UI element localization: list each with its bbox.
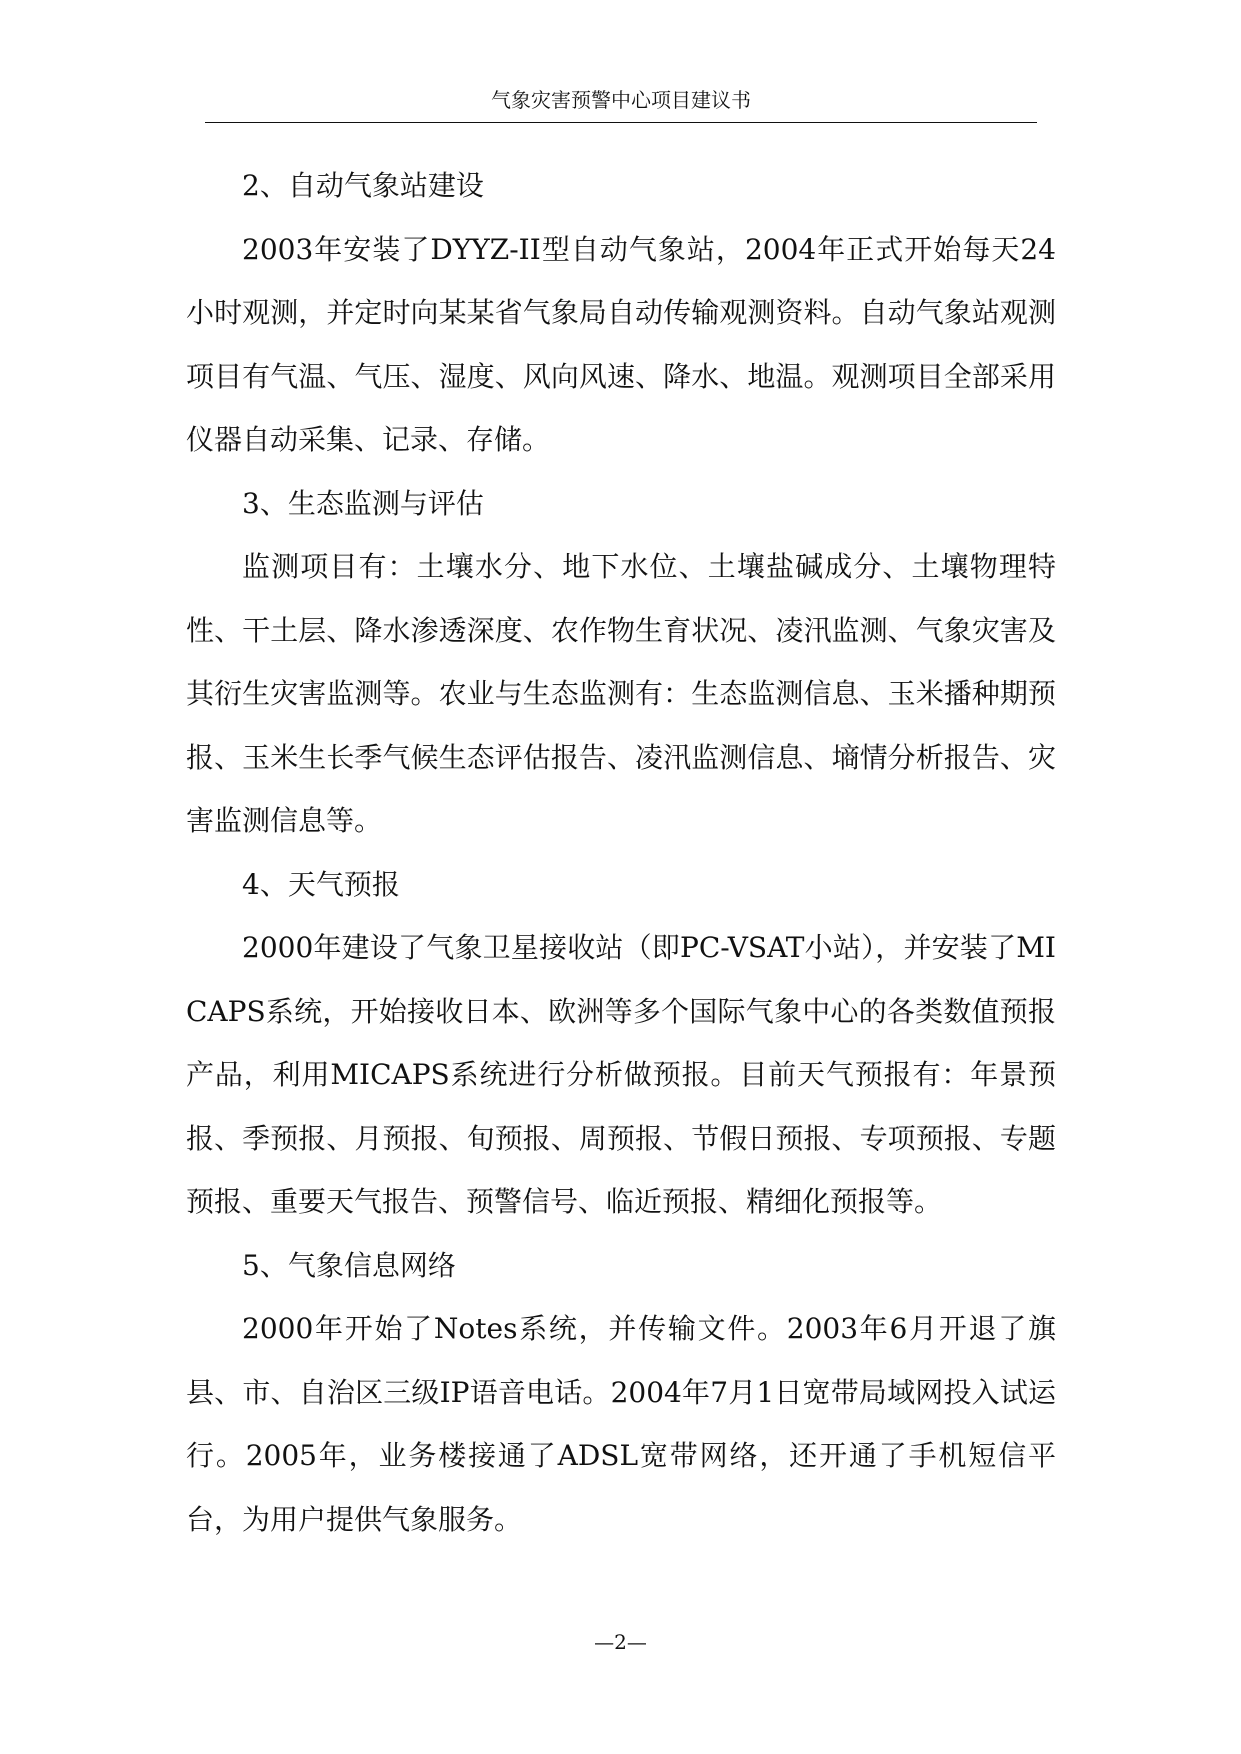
page-header <box>205 84 1037 123</box>
document-body <box>186 154 1056 1551</box>
section-paragraph-ecological-monitoring: 监测项目有：土壤水分、地下水位、土壤盐碱成分、土壤物理特性、干土层、降水渗透深度、农作物生育状况、凌汛监测、气象灾害及其衍生灾害监测等。农业与生态监测有：生态监测信息、玉米播种期预报、玉米生长季气候生态评估报告、凌汛监测信息、墒情分析报告、灾害监测信息等。 <box>186 550 1056 837</box>
header-title: 气象灾害预警中心项目建议书 <box>491 88 751 112</box>
section-paragraph-automatic-weather-station: 2003年安装了DYYZ-II型自动气象站，2004年正式开始每天24小时观测，并定时向某某省气象局自动传输观测资料。自动气象站观测项目有气温、气压、湿度、风向风速、降水、地温。观测项目全部采用仪器自动采集、记录、存储。 <box>186 232 1056 456</box>
section-heading-weather-forecast: 4、天气预报 <box>242 867 400 901</box>
section-heading-ecological-monitoring: 3、生态监测与评估 <box>242 486 484 520</box>
section-heading-automatic-weather-station: 2、自动气象站建设 <box>242 169 484 202</box>
section-heading-weather-information-network: 5、气象信息网络 <box>242 1248 456 1282</box>
section-paragraph-weather-information-network: 2000年开始了Notes系统，并传输文件。2003年6月开退了旗县、市、自治区三级IP语音电话。2004年7月1日宽带局域网投入试运行。2005年，业务楼接通了ADSL宽带网络，还开通了手机短信平台，为用户提供气象服务。 <box>186 1312 1056 1536</box>
page-number: —2— <box>594 1630 647 1654</box>
section-paragraph-weather-forecast: 2000年建设了气象卫星接收站（即PC-VSAT小站），并安装了MICAPS系统，开始接收日本、欧洲等多个国际气象中心的各类数值预报产品，利用MICAPS系统进行分析做预报。目前天气预报有：年景预报、季预报、月预报、旬预报、周预报、节假日预报、专项预报、专题预报、重要天气报告、预警信号、临近预报、精细化预报等。 <box>186 931 1056 1218</box>
